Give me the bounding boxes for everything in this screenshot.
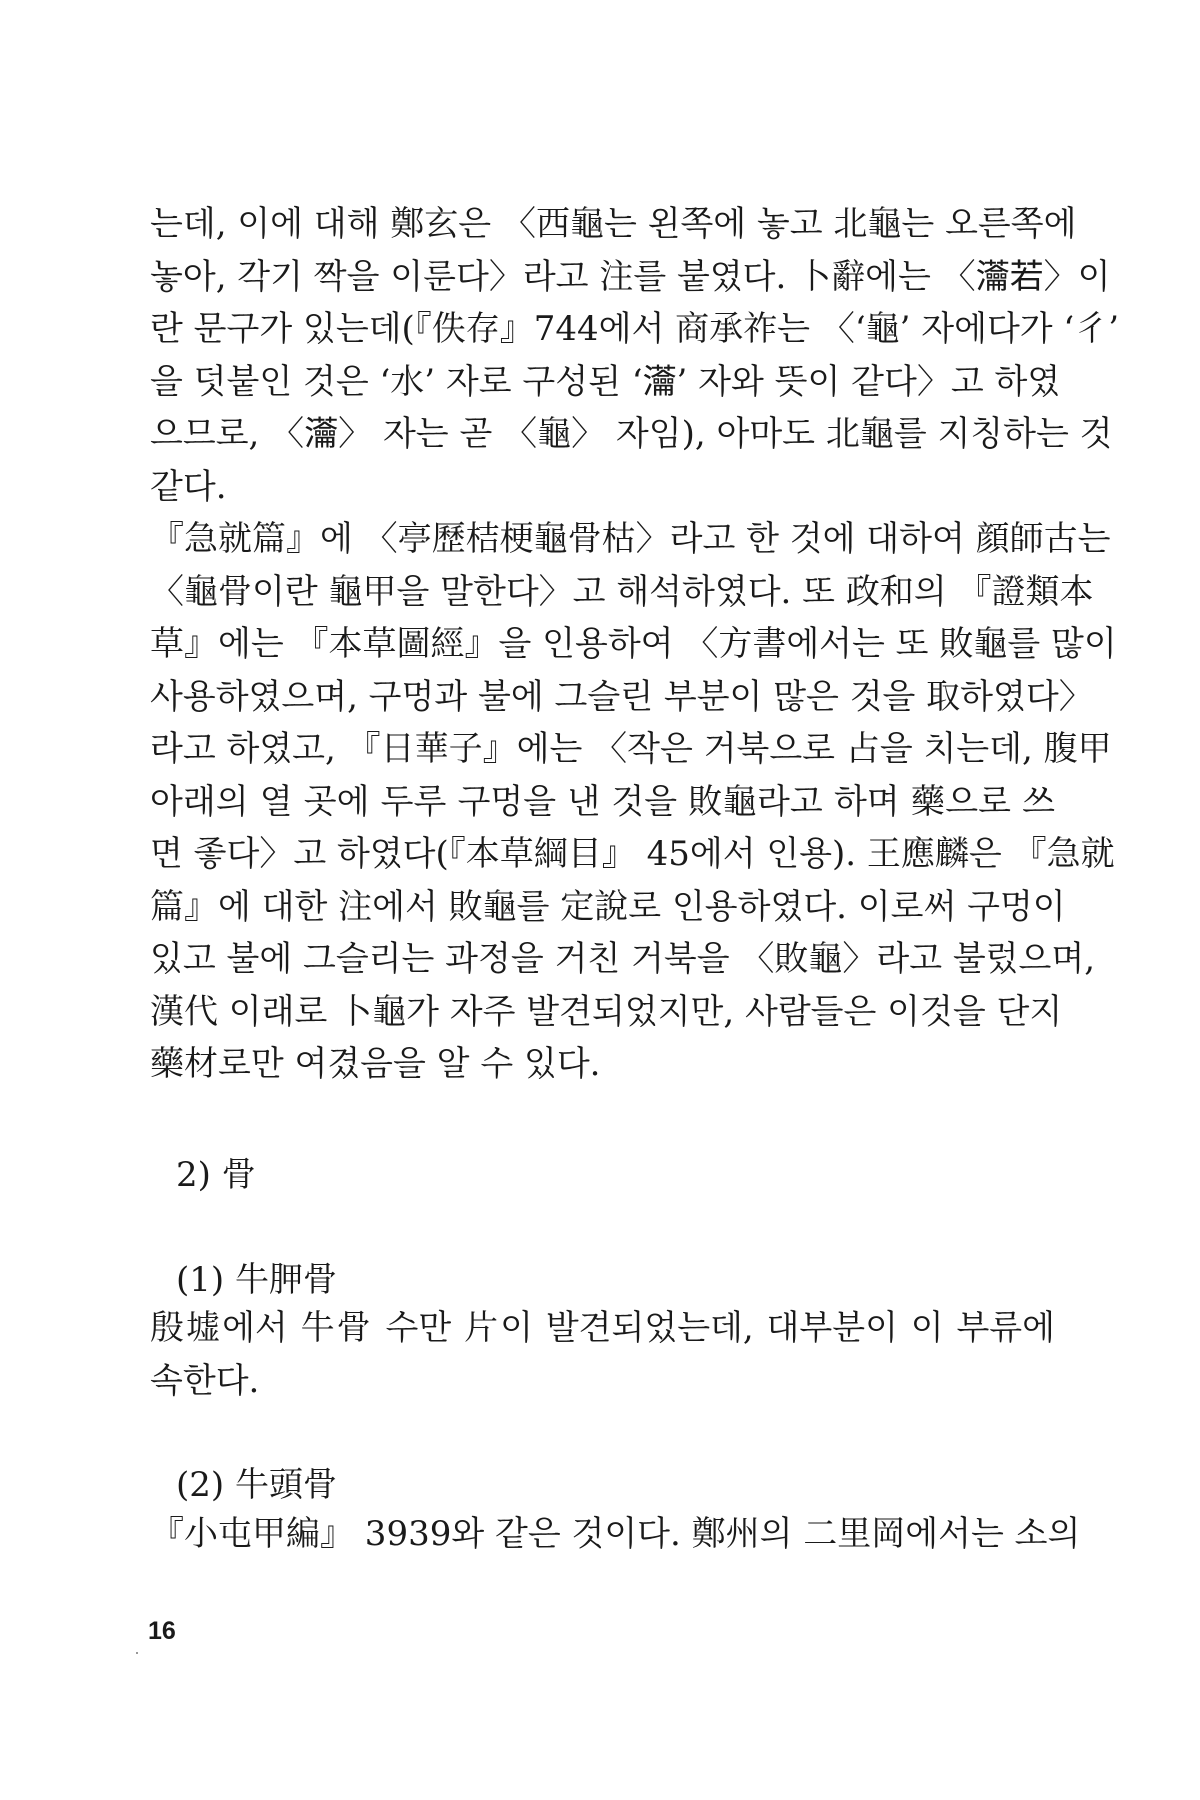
paragraph-line: 을 덧붙인 것은 ‘水’ 자로 구성된 ‘𤅢’ 자와 뜻이 같다〉고 하였: [150, 361, 1061, 402]
paragraph-line: 『小屯甲編』 3939와 같은 것이다. 鄭州의 二里岡에서는 소의: [150, 1514, 1081, 1554]
subsection-text: [150, 1302, 1055, 1407]
paragraph-line: 속한다.: [150, 1360, 260, 1401]
paragraph-line: 漢代 이래로 卜龜가 자주 발견되었지만, 사람들은 이것을 단지: [150, 991, 1063, 1032]
paragraph-line: 草』에는 『本草圖經』을 인용하여 〈方書에서는 또 敗龜를 많이: [150, 624, 1117, 664]
scan-speck: [136, 1652, 138, 1654]
subsection-heading: (1) 牛胛骨: [176, 1260, 337, 1300]
paragraph-line: 아래의 열 곳에 두루 구멍을 낸 것을 敗龜라고 하며 藥으로 쓰: [150, 781, 1055, 822]
subsection-text: [150, 1508, 1081, 1561]
section-heading: 2) 骨: [176, 1155, 256, 1195]
paragraph-line: 놓아, 각기 짝을 이룬다〉라고 注를 붙였다. 卜辭에는 〈𤅢若〉이: [150, 256, 1111, 297]
paragraph-line: 같다.: [150, 466, 227, 507]
subsection-heading: (2) 牛頭骨: [176, 1465, 337, 1505]
body-text: [150, 198, 1120, 1091]
paragraph-line: 라고 하였고, 『日華子』에는 〈작은 거북으로 占을 치는데, 腹甲: [150, 729, 1112, 769]
paragraph-line: 으므로, 〈𤅢〉 자는 곧 〈龜〉 자임), 아마도 北龜를 지칭하는 것: [150, 414, 1113, 454]
paragraph-line: 있고 불에 그슬리는 과정을 거친 거북을 〈敗龜〉라고 불렀으며,: [150, 939, 1096, 979]
paragraph-line: 는데, 이에 대해 鄭玄은 〈西龜는 왼쪽에 놓고 北龜는 오른쪽에: [150, 204, 1077, 244]
paragraph-line: 사용하였으며, 구멍과 불에 그슬린 부분이 많은 것을 取하였다〉: [150, 676, 1093, 717]
paragraph-line: 藥材로만 여겼음을 알 수 있다.: [150, 1044, 601, 1084]
paragraph-line: 殷墟에서 牛骨 수만 片이 발견되었는데, 대부분이 이 부류에: [150, 1308, 1055, 1348]
paragraph-line: 면 좋다〉고 하였다(『本草綱目』 45에서 인용). 王應麟은 『急就: [150, 834, 1115, 874]
paragraph-line: 란 문구가 있는데(『佚存』744에서 商承祚는 〈‘龜’ 자에다가 ‘彳’: [150, 309, 1120, 349]
paragraph-line: 篇』에 대한 注에서 敗龜를 定說로 인용하였다. 이로써 구멍이: [150, 886, 1066, 927]
paragraph-line: 『急就篇』에 〈亭歷桔梗龜骨枯〉라고 한 것에 대하여 顔師古는: [150, 519, 1111, 559]
page-number: 16: [148, 1617, 176, 1645]
paragraph-line: 〈龜骨이란 龜甲을 말한다〉고 해석하였다. 또 政和의 『證類本: [150, 571, 1094, 612]
